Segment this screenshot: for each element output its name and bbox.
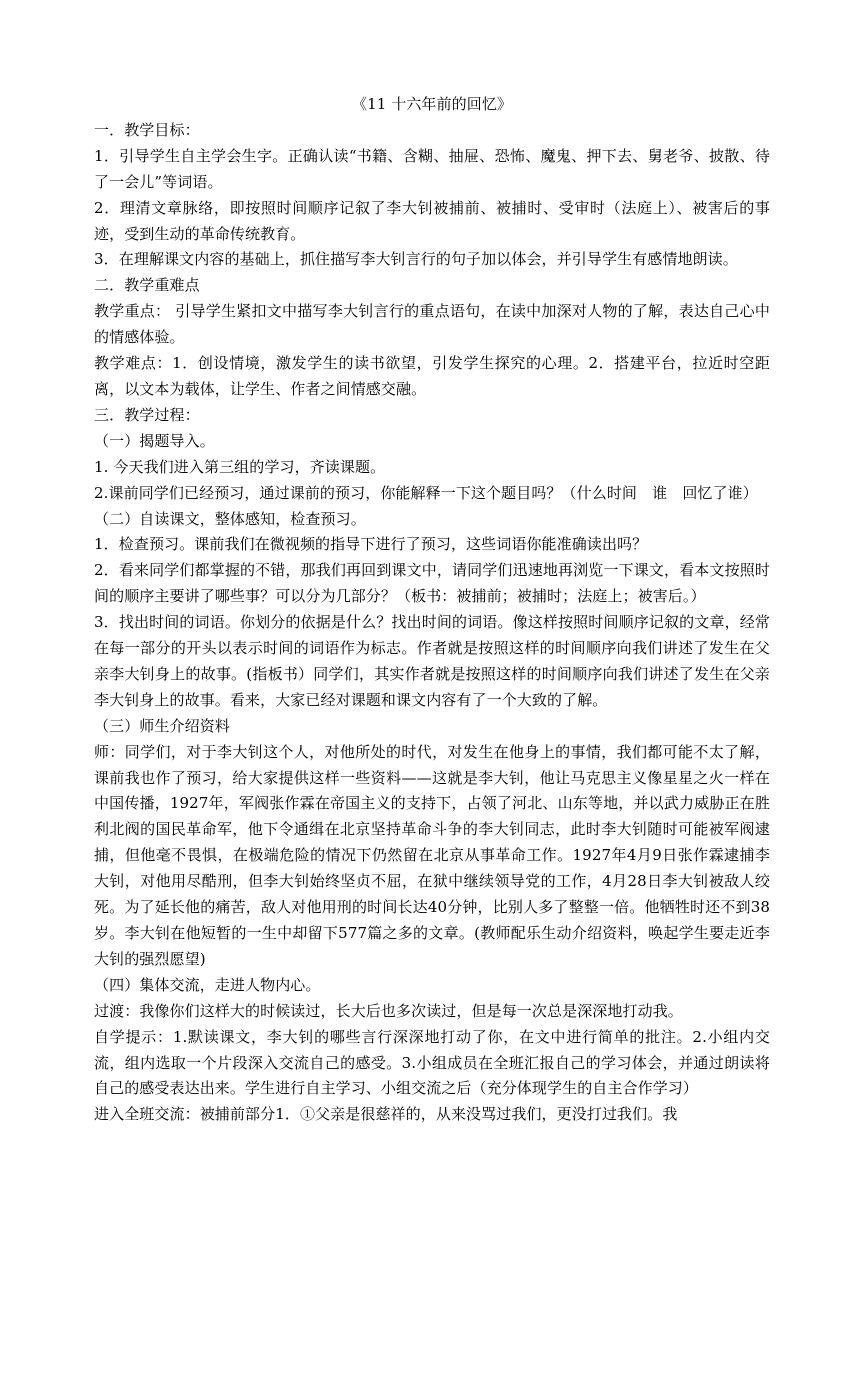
paragraph: 进入全班交流：被捕前部分1．①父亲是很慈祥的，从来没骂过我们，更没打过我们。我 <box>94 1105 678 1124</box>
paragraph: 1. 今天我们进入第三组的学习，齐读课题。 <box>94 457 386 476</box>
paragraph: 二．教学重难点 <box>94 276 200 295</box>
document-body <box>94 118 770 1128</box>
paragraph: 2．理清文章脉络，即按照时间顺序记叙了李大钊被捕前、被捕时、受审时（法庭上）、被害后的事迹，受到生动的革命传统教育。 <box>94 198 770 243</box>
paragraph: 教学重点： 引导学生紧扣文中描写李大钊言行的重点语句，在读中加深对人物的了解，表达自己心中的情感体验。 <box>94 302 770 347</box>
paragraph: （四）集体交流，走进人物内心。 <box>94 975 321 994</box>
paragraph: 一．教学目标： <box>94 120 200 139</box>
paragraph: 1．引导学生自主学会生字。正确认读“书籍、含糊、抽屉、恐怖、魔鬼、押下去、舅老爷、披散、待了一会儿”等词语。 <box>94 146 770 191</box>
paragraph: 3．在理解课文内容的基础上，抓住描写李大钊言行的句子加以体会，并引导学生有感情地朗读。 <box>94 250 738 269</box>
paragraph: 2.课前同学们已经预习，通过课前的预习，你能解释一下这个题目吗？（什么时间 谁 回忆了谁） <box>94 483 758 502</box>
paragraph: 教学难点：1．创设情境，激发学生的读书欲望，引发学生探究的心理。2．搭建平台，拉近时空距离，以文本为载体，让学生、作者之间情感交融。 <box>94 354 770 398</box>
paragraph: 2．看来同学们都掌握的不错，那我们再回到课文中，请同学们迅速地再浏览一下课文，看本文按照时间的顺序主要讲了哪些事？可以分为几部分？（板书：被捕前；被捕时；法庭上；被害后。） <box>94 561 770 606</box>
paragraph: （三）师生介绍资料 <box>94 716 230 735</box>
paragraph: （二）自读课文，整体感知，检查预习。 <box>94 509 366 528</box>
paragraph: 师：同学们，对于李大钊这个人，对他所处的时代，对发生在他身上的事情，我们都可能不太了解，课前我也作了预习，给大家提供这样一些资料——这就是李大钊，他让马克思主义像星星之火一样在中国传播，1927年，军阀张作霖在帝国主义的支持下，占领了河北、山东等地，并以武力威胁正在胜利北阀的国民革命军，他下令通缉在北京坚持革命斗争的李大钊同志，此时李大钊随时可能被军阀逮捕，但他毫不畏惧，在极端危险的情况下仍然留在北京从事革命工作。1927年4月9日张作霖逮捕李大钊，对他用尽酷刑，但李大钊始终坚贞不屈，在狱中继续领导党的工作，4月28日李大钊被敌人绞死。为了延长他的痛苦，敌人对他用刑的时间长达40分钟，比别人多了整整一倍。他牺牲时还不到38岁。李大钊在他短暂的一生中却留下577篇之多的文章。(教师配乐生动介绍资料，唤起学生要走近李大钊的强烈愿望) <box>94 742 770 968</box>
document-page <box>94 92 770 1128</box>
paragraph: 过渡：我像你们这样大的时候读过，长大后也多次读过，但是每一次总是深深地打动我。 <box>94 1001 683 1020</box>
paragraph: 自学提示：1.默读课文，李大钊的哪些言行深深地打动了你，在文中进行简单的批注。2.小组内交流，组内选取一个片段深入交流自己的感受。3.小组成员在全班汇报自己的学习体会，并通过朗读将自己的感受表达出来。学生进行自主学习、小组交流之后（充分体现学生的自主合作学习） <box>94 1027 770 1098</box>
paragraph: 3．找出时间的词语。你划分的依据是什么？找出时间的词语。像这样按照时间顺序记叙的文章，经常在每一部分的开头以表示时间的词语作为标志。作者就是按照这样的时间顺序向我们讲述了发生在父亲李大钊身上的故事。(指板书）同学们，其实作者就是按照这样的时间顺序向我们讲述了发生在父亲李大钊身上的故事。看来，大家已经对课题和课文内容有了一个大致的了解。 <box>94 613 770 709</box>
paragraph: （一）揭题导入。 <box>94 431 215 450</box>
document-title: 《11 十六年前的回忆》 <box>351 95 513 113</box>
paragraph: 1．检查预习。课前我们在微视频的指导下进行了预习，这些词语你能准确读出吗？ <box>94 535 648 554</box>
paragraph: 三．教学过程： <box>94 405 200 424</box>
